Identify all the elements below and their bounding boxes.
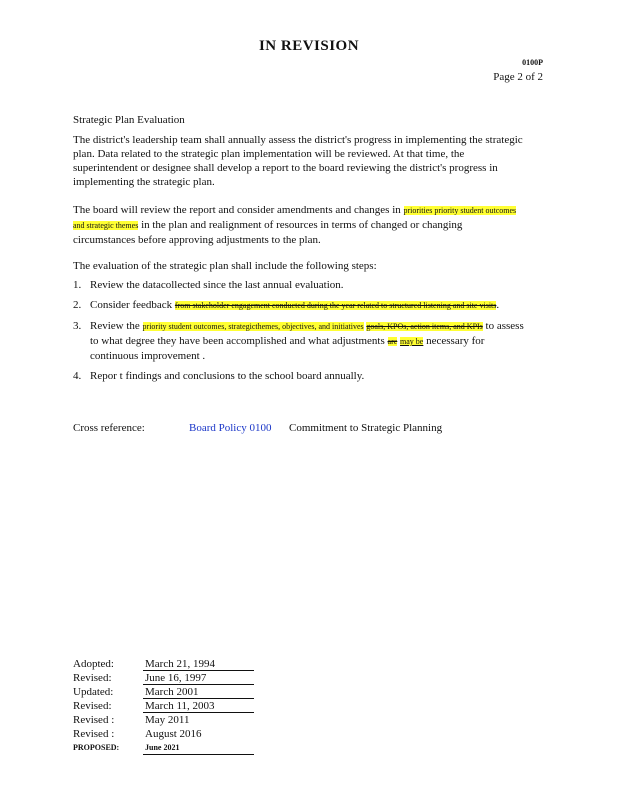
history-date: March 11, 2003	[145, 700, 215, 712]
cross-reference-title: Commitment to Strategic Planning	[289, 422, 443, 434]
step-text: Consider feedback	[90, 299, 175, 311]
page-number: Page 2 of 2	[493, 71, 543, 83]
inserted-text: priority student outcomes, strategicthemes, objectives, and initiatives	[142, 322, 364, 331]
inserted-text: priorities priority student outcomes and strategic themes	[73, 206, 517, 230]
history-date: March 2001	[145, 686, 199, 698]
history-row	[73, 713, 254, 727]
policy-link[interactable]: Board Policy 0100	[189, 422, 272, 434]
step-number: 2.	[73, 299, 82, 311]
history-label: PROPOSED:	[73, 743, 120, 752]
underline	[143, 754, 254, 755]
step-text: .	[496, 299, 500, 311]
history-date: August 2016	[145, 728, 202, 740]
list-item	[73, 319, 525, 363]
paragraph-text: in the plan and realignment of resources in terms of changed or changing circumstances before approving adjustments to the plan.	[73, 219, 463, 246]
revision-history	[73, 657, 254, 755]
deleted-text: are	[387, 337, 398, 346]
list-item	[73, 298, 525, 313]
step-text: necessary for continuous improvement .	[90, 335, 485, 362]
step-text: Review the datacollected since the last annual evaluation.	[90, 279, 344, 291]
step-text: to assess to what degree they have been accomplished and what adjustments	[90, 320, 524, 347]
history-label: Revised :	[73, 728, 115, 740]
step-text: Repor t findings and conclusions to the school board annually.	[90, 370, 365, 382]
history-date: June 2021	[145, 743, 180, 752]
step-number: 3.	[73, 320, 82, 332]
section-heading: Strategic Plan Evaluation	[73, 114, 185, 126]
history-row	[73, 671, 254, 685]
history-date: May 2011	[145, 714, 190, 726]
history-label: Revised:	[73, 672, 112, 684]
step-number: 4.	[73, 370, 82, 382]
step-text: Review the	[90, 320, 143, 332]
list-item	[73, 278, 525, 292]
list-item	[73, 369, 525, 383]
history-row	[73, 727, 254, 741]
step-number: 1.	[73, 279, 82, 291]
history-row	[73, 685, 254, 699]
paragraph-text: The board will review the report and consider amendments and changes in	[73, 204, 404, 216]
paragraph-steps-intro: The evaluation of the strategic plan shall include the following steps:	[73, 260, 377, 272]
history-label: Revised:	[73, 700, 112, 712]
evaluation-steps-list	[73, 278, 525, 389]
history-row	[73, 657, 254, 671]
history-label: Revised :	[73, 714, 115, 726]
history-row	[73, 699, 254, 713]
inserted-deleted-text: from stakeholder engagement conducted during the year related to structured listening and site visits	[174, 301, 497, 310]
history-date: March 21, 1994	[145, 658, 215, 670]
history-label: Adopted:	[73, 658, 114, 670]
document-status-title: IN REVISION	[258, 38, 360, 54]
history-date: June 16, 1997	[145, 672, 207, 684]
history-label: Updated:	[73, 686, 114, 698]
paragraph-annual-assessment: The district's leadership team shall annually assess the district's progress in implementing the strategic plan. Data related to the strategic plan implementation will be reviewed. At that time, the superintendent or designee shall develop a report to the board reviewing the district's progress in implementing the strategic plan.	[73, 134, 523, 188]
policy-code: 0100P	[522, 58, 543, 67]
cross-reference-label: Cross reference:	[73, 422, 145, 434]
inserted-text: may be	[400, 337, 424, 346]
deleted-text: goals, KPOs, action items, and KPIs	[366, 322, 483, 331]
history-row-proposed	[73, 741, 254, 755]
paragraph-board-review	[73, 203, 525, 247]
